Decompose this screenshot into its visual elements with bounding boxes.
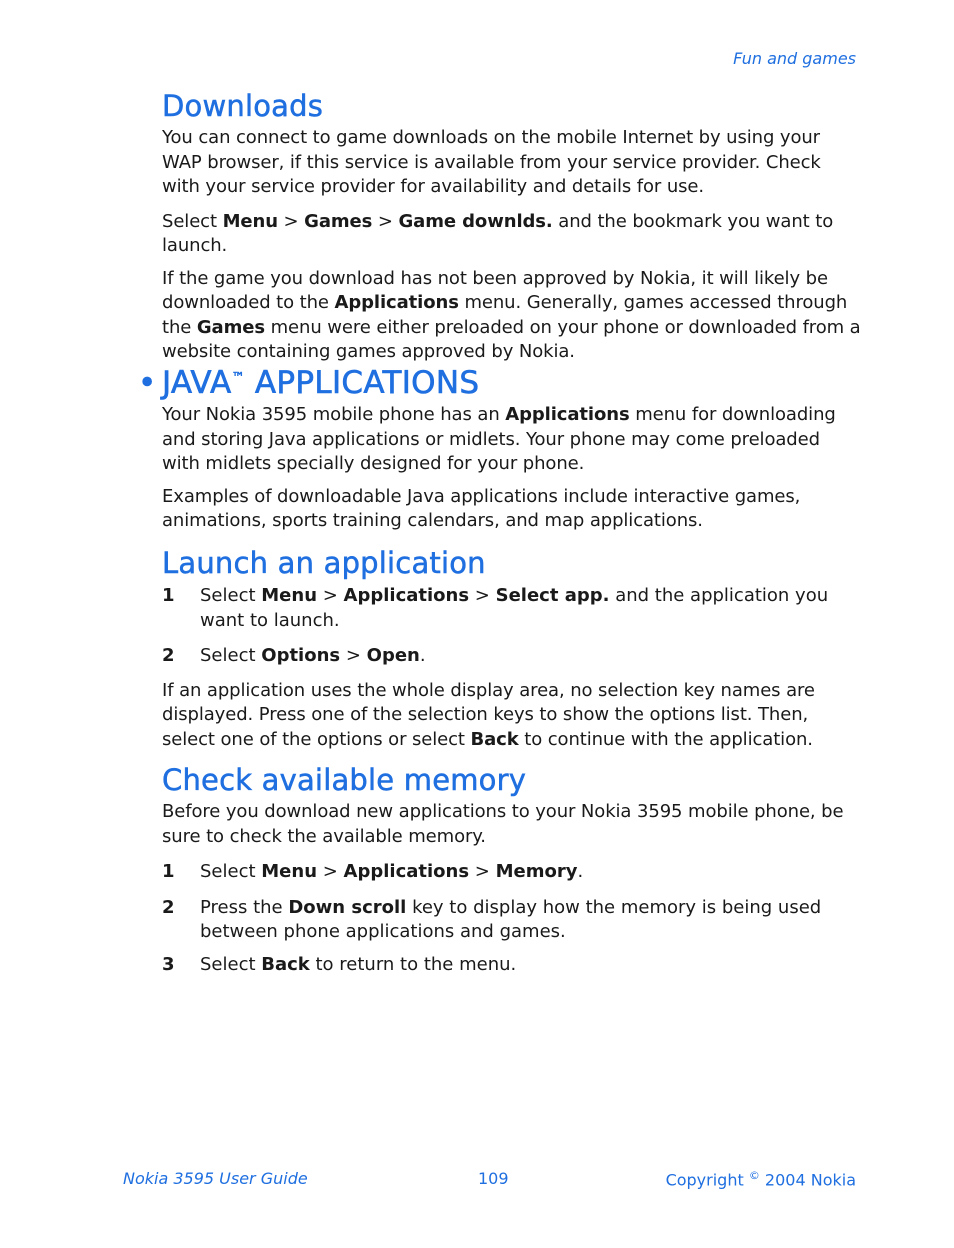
running-header: Fun and games bbox=[733, 49, 856, 68]
memory-paragraph: Before you download new applications to your Nokia 3595 mobile phone, be sure to check the available memory. bbox=[162, 801, 844, 847]
memory-section bbox=[162, 763, 862, 977]
memory-step-2: 2 Press the Down scroll key to display how the memory is being used between phone applications and games. bbox=[162, 896, 822, 942]
launch-step-1: 1 Select Menu > Applications > Select app. and the application you want to launch. bbox=[162, 585, 829, 631]
memory-heading: Check available memory bbox=[162, 763, 527, 797]
downloads-paragraph-3: If the game you download has not been approved by Nokia, it will likely be downloaded to the Applications menu. Generally, games accessed through the Games menu were either preloaded on your phone or downloaded from a website containing games approved by Nokia. bbox=[162, 267, 861, 362]
java-section bbox=[138, 365, 862, 534]
bullet-icon: • bbox=[138, 365, 157, 401]
downloads-paragraph-1: You can connect to game downloads on the mobile Internet by using your WAP browser, if this service is available from your service provider. Check with your service provider for availability and details for use. bbox=[162, 127, 821, 197]
downloads-paragraph-2: Select Menu > Games > Game downlds. and the bookmark you want to launch. bbox=[162, 210, 834, 256]
java-applications-heading: • JAVA™ APPLICATIONS bbox=[138, 365, 480, 401]
java-paragraph-2: Examples of downloadable Java applications include interactive games, animations, sports training calendars, and map applications. bbox=[162, 485, 801, 531]
memory-step-1: 1 Select Menu > Applications > Memory. bbox=[162, 861, 584, 882]
downloads-section bbox=[162, 89, 862, 365]
footer-copyright: Copyright © 2004 Nokia bbox=[665, 1169, 856, 1190]
footer-page-number: 109 bbox=[478, 1169, 509, 1188]
java-paragraph-1: Your Nokia 3595 mobile phone has an Applications menu for downloading and storing Java applications or midlets. Your phone may come preloaded with midlets specially designed for your phone. bbox=[162, 404, 836, 474]
memory-step-3: 3 Select Back to return to the menu. bbox=[162, 953, 517, 975]
launch-step-2: 2 Select Options > Open. bbox=[162, 645, 426, 666]
downloads-heading: Downloads bbox=[162, 89, 324, 123]
launch-paragraph: If an application uses the whole display area, no selection key names are displayed. Press one of the selection keys to show the options list. Then, select one of the options or select Back to continue with the application. bbox=[162, 679, 815, 750]
launch-section bbox=[162, 546, 862, 752]
launch-heading: Launch an application bbox=[162, 546, 486, 580]
footer-guide-title: Nokia 3595 User Guide bbox=[123, 1169, 308, 1188]
